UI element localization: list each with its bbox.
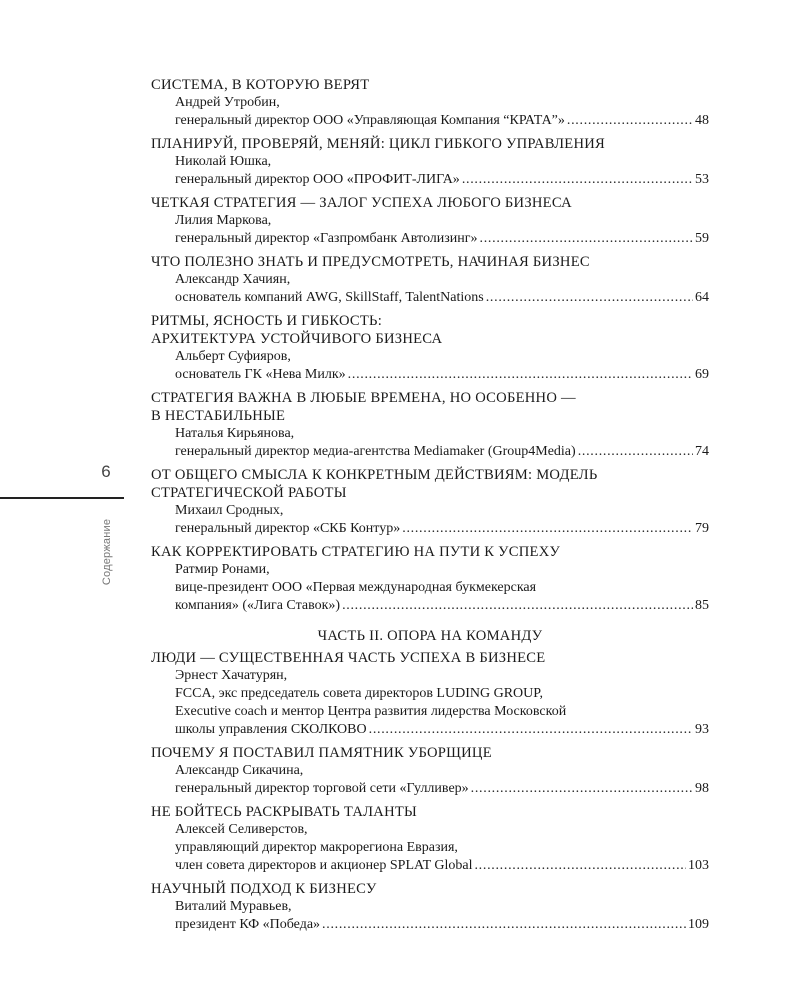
author-position: генеральный директор «СКБ Контур»: [175, 521, 401, 536]
entry-title: ЛЮДИ — СУЩЕСТВЕННАЯ ЧАСТЬ УСПЕХА В БИЗНЕСЕ: [151, 650, 546, 666]
entry-last-line: [175, 289, 709, 307]
author-name: Ратмир Ронами,: [175, 562, 270, 577]
dot-leader: [567, 112, 693, 130]
entry-body: [151, 212, 709, 248]
entry-title: НЕ БОЙТЕСЬ РАСКРЫВАТЬ ТАЛАНТЫ: [151, 804, 418, 820]
dot-leader: [480, 230, 693, 248]
entry-title: КАК КОРРЕКТИРОВАТЬ СТРАТЕГИЮ НА ПУТИ К УСПЕХУ: [151, 544, 561, 560]
entry-title: ПЛАНИРУЙ, ПРОВЕРЯЙ, МЕНЯЙ: ЦИКЛ ГИБКОГО УПРАВЛЕНИЯ: [151, 136, 606, 152]
author-position: генеральный директор ООО «Управляющая Компания “КРАТА”»: [175, 113, 565, 128]
author-position: компания» («Лига Ставок»): [175, 598, 341, 613]
entry-last-line: [175, 597, 709, 615]
dot-leader: [342, 597, 693, 615]
entry-title: ОТ ОБЩЕГО СМЫСЛА К КОНКРЕТНЫМ ДЕЙСТВИЯМ: МОДЕЛЬ: [151, 467, 598, 483]
part-heading: ЧАСТЬ II. ОПОРА НА КОМАНДУ: [317, 628, 543, 644]
toc-entry: [151, 803, 709, 875]
entry-page-number: 93: [695, 722, 709, 737]
entry-title: АРХИТЕКТУРА УСТОЙЧИВОГО БИЗНЕСА: [151, 331, 443, 347]
entry-title: СИСТЕМА, В КОТОРУЮ ВЕРЯТ: [151, 77, 370, 93]
toc-entry: [151, 312, 709, 384]
page-number: 6: [101, 462, 111, 481]
entry-title: РИТМЫ, ЯСНОСТЬ И ГИБКОСТЬ:: [151, 313, 382, 329]
entry-title: ПОЧЕМУ Я ПОСТАВИЛ ПАМЯТНИК УБОРЩИЦЕ: [151, 745, 492, 761]
entry-page-number: 109: [688, 917, 709, 932]
entry-title: СТРАТЕГИЧЕСКОЙ РАБОТЫ: [151, 485, 347, 501]
author-name: Михаил Сродных,: [175, 503, 284, 518]
entry-page-number: 74: [695, 444, 709, 459]
entry-body: [151, 94, 709, 130]
toc-entry: [151, 744, 709, 798]
author-position: школы управления СКОЛКОВО: [175, 722, 367, 737]
entry-last-line: [175, 366, 709, 384]
author-position: FCCA, экс председатель совета директоров LUDING GROUP,: [175, 686, 543, 701]
author-name: Виталий Муравьев,: [175, 899, 292, 914]
entry-page-number: 64: [695, 290, 709, 305]
author-position: основатель компаний AWG, SkillStaff, TalentNations: [175, 290, 484, 305]
side-divider: [0, 497, 124, 499]
dot-leader: [402, 520, 693, 538]
toc-entry: [151, 880, 709, 934]
entry-title: ЧЕТКАЯ СТРАТЕГИЯ — ЗАЛОГ УСПЕХА ЛЮБОГО БИЗНЕСА: [151, 195, 572, 211]
toc-entry: [151, 76, 709, 130]
dot-leader: [462, 171, 693, 189]
dot-leader: [486, 289, 693, 307]
author-position: генеральный директор «Газпромбанк Автолизинг»: [175, 231, 478, 246]
toc-entry: [151, 253, 709, 307]
author-name: Альберт Суфияров,: [175, 349, 291, 364]
entry-page-number: 53: [695, 172, 709, 187]
toc-part-2: [151, 649, 709, 934]
entry-body: [151, 425, 709, 461]
entry-last-line: [175, 857, 709, 875]
author-name: Николай Юшка,: [175, 154, 272, 169]
entry-title: СТРАТЕГИЯ ВАЖНА В ЛЮБЫЕ ВРЕМЕНА, НО ОСОБЕННО —: [151, 390, 576, 406]
entry-page-number: 103: [688, 858, 709, 873]
entry-page-number: 48: [695, 113, 709, 128]
author-name: Лилия Маркова,: [175, 213, 272, 228]
author-name: Наталья Кирьянова,: [175, 426, 295, 441]
entry-body: [151, 667, 709, 739]
entry-page-number: 98: [695, 781, 709, 796]
entry-last-line: [175, 443, 709, 461]
author-name: Андрей Утробин,: [175, 95, 280, 110]
dot-leader: [471, 780, 693, 798]
author-position: генеральный директор торговой сети «Гулливер»: [175, 781, 469, 796]
toc-entry: [151, 649, 709, 739]
author-position: основатель ГК «Нева Милк»: [175, 367, 346, 382]
dot-leader: [348, 366, 693, 384]
entry-page-number: 69: [695, 367, 709, 382]
entry-body: [151, 348, 709, 384]
author-name: Александр Хачиян,: [175, 272, 291, 287]
author-position: Executive coach и ментор Центра развития лидерства Московской: [175, 704, 567, 719]
dot-leader: [369, 721, 693, 739]
author-position: генеральный директор медиа-агентства Mediamaker (Group4Media): [175, 444, 576, 459]
side-section-label-text: Содержание: [101, 518, 114, 586]
entry-last-line: [175, 916, 709, 934]
author-name: Александр Сикачина,: [175, 763, 304, 778]
entry-last-line: [175, 520, 709, 538]
dot-leader: [322, 916, 686, 934]
author-position: управляющий директор макрорегиона Евразия,: [175, 840, 458, 855]
author-position: генеральный директор ООО «ПРОФИТ-ЛИГА»: [175, 172, 460, 187]
entry-body: [151, 898, 709, 934]
entry-page-number: 79: [695, 521, 709, 536]
entry-title: НАУЧНЫЙ ПОДХОД К БИЗНЕСУ: [151, 881, 377, 897]
toc-entry: [151, 135, 709, 189]
dot-leader: [474, 857, 686, 875]
entry-body: [151, 271, 709, 307]
entry-last-line: [175, 721, 709, 739]
toc-entry: [151, 194, 709, 248]
author-name: Алексей Селиверстов,: [175, 822, 308, 837]
toc-entry: [151, 389, 709, 461]
entry-body: [151, 561, 709, 615]
entry-body: [151, 762, 709, 798]
toc-part-1: [151, 76, 709, 615]
author-name: Эрнест Хачатурян,: [175, 668, 288, 683]
toc-entry: [151, 543, 709, 615]
dot-leader: [578, 443, 693, 461]
entry-page-number: 59: [695, 231, 709, 246]
entry-body: [151, 821, 709, 875]
author-position: член совета директоров и акционер SPLAT Global: [175, 858, 473, 873]
entry-title: В НЕСТАБИЛЬНЫЕ: [151, 408, 286, 424]
entry-last-line: [175, 171, 709, 189]
entry-last-line: [175, 780, 709, 798]
author-position: вице-президент ООО «Первая международная букмекерская: [175, 580, 537, 595]
entry-last-line: [175, 230, 709, 248]
toc-entry: [151, 466, 709, 538]
table-of-contents: [151, 76, 709, 939]
author-position: президент КФ «Победа»: [175, 917, 321, 932]
entry-title: ЧТО ПОЛЕЗНО ЗНАТЬ И ПРЕДУСМОТРЕТЬ, НАЧИНАЯ БИЗНЕС: [151, 254, 590, 270]
entry-last-line: [175, 112, 709, 130]
side-section-label: [100, 518, 114, 586]
entry-body: [151, 502, 709, 538]
entry-page-number: 85: [695, 598, 709, 613]
entry-body: [151, 153, 709, 189]
